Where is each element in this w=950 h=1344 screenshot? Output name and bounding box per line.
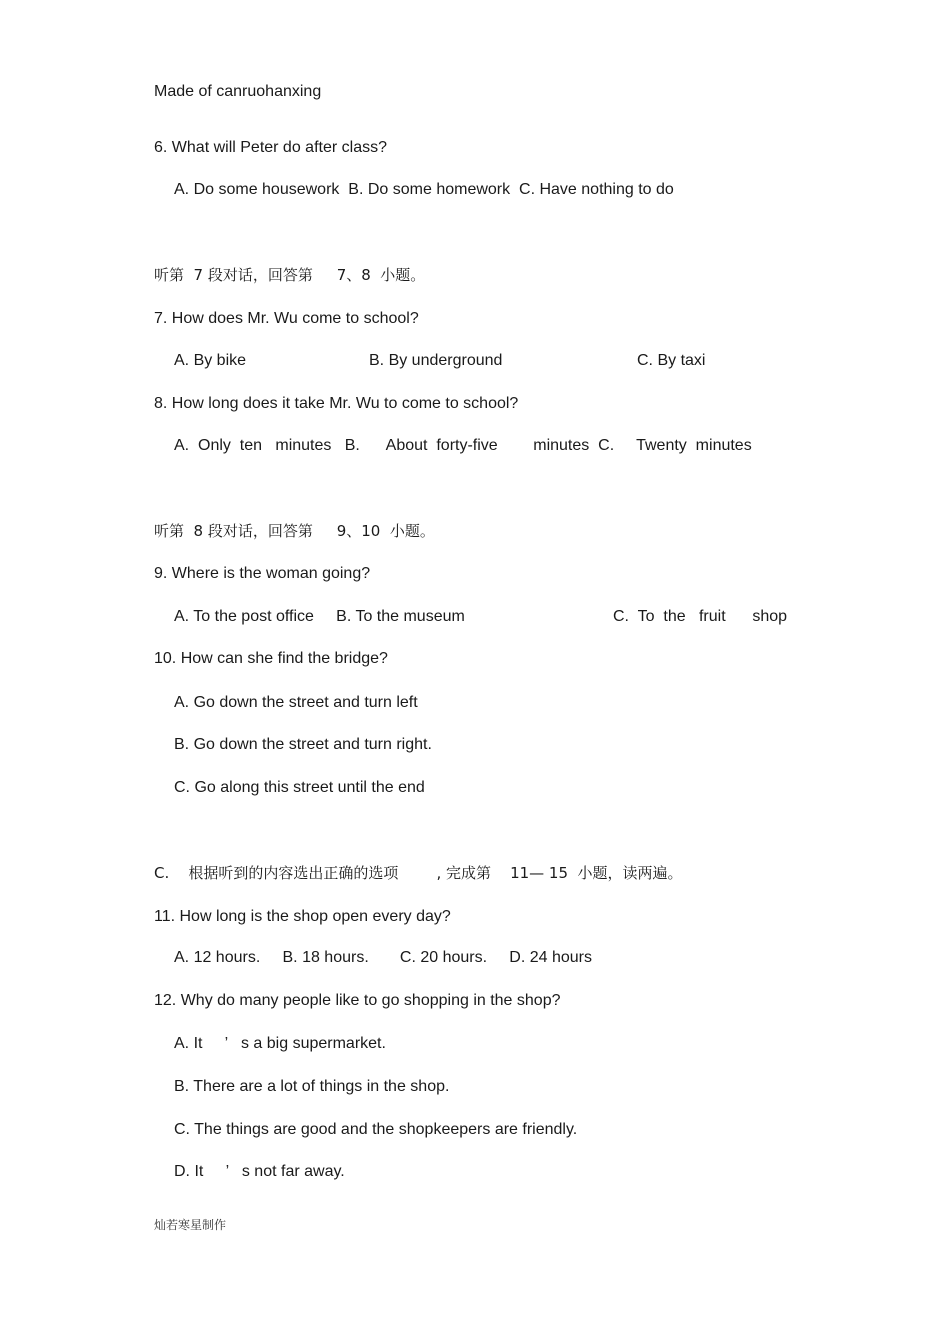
question-7-option-c: C. By taxi — [637, 352, 706, 369]
section-c-instruction: C. 根据听到的内容选出正确的选项 , 完成第 11— 15 小题，读两遍。 — [154, 864, 683, 882]
question-11: 11. How long is the shop open every day? — [154, 908, 451, 925]
section-7-instruction: 听第 7 段对话，回答第 7、8 小题。 — [154, 266, 426, 284]
section-8-instruction: 听第 8 段对话，回答第 9、10 小题。 — [154, 522, 435, 540]
header-text: Made of canruohanxing — [154, 83, 322, 100]
footer-text: 灿若寒星制作 — [154, 1218, 227, 1232]
question-12-option-a: A. It ’ s a big supermarket. — [174, 1035, 386, 1052]
question-12: 12. Why do many people like to go shopping in the shop? — [154, 992, 561, 1009]
question-9-options-ab: A. To the post office B. To the museum — [174, 608, 465, 625]
question-7-option-a: A. By bike — [174, 352, 247, 369]
question-10-option-a: A. Go down the street and turn left — [174, 694, 418, 711]
question-10: 10. How can she find the bridge? — [154, 650, 388, 667]
question-11-options: A. 12 hours. B. 18 hours. C. 20 hours. D. 24 hours — [174, 949, 592, 966]
question-6-options: A. Do some housework B. Do some homework C. Have nothing to do — [174, 181, 674, 198]
question-10-option-b: B. Go down the street and turn right. — [174, 736, 432, 753]
question-8-options: A. Only ten minutes B. About forty-five minutes C. Twenty minutes — [174, 437, 752, 454]
question-12-option-d: D. It ’ s not far away. — [174, 1163, 345, 1180]
question-9: 9. Where is the woman going? — [154, 565, 371, 582]
question-7-option-b: B. By underground — [369, 352, 503, 369]
question-12-option-b: B. There are a lot of things in the shop. — [174, 1078, 450, 1095]
question-12-option-c: C. The things are good and the shopkeepers are friendly. — [174, 1121, 578, 1138]
question-9-option-c: C. To the fruit shop — [613, 608, 788, 625]
question-7: 7. How does Mr. Wu come to school? — [154, 310, 419, 327]
question-6: 6. What will Peter do after class? — [154, 139, 387, 156]
question-10-option-c: C. Go along this street until the end — [174, 779, 425, 796]
question-8: 8. How long does it take Mr. Wu to come to school? — [154, 395, 519, 412]
